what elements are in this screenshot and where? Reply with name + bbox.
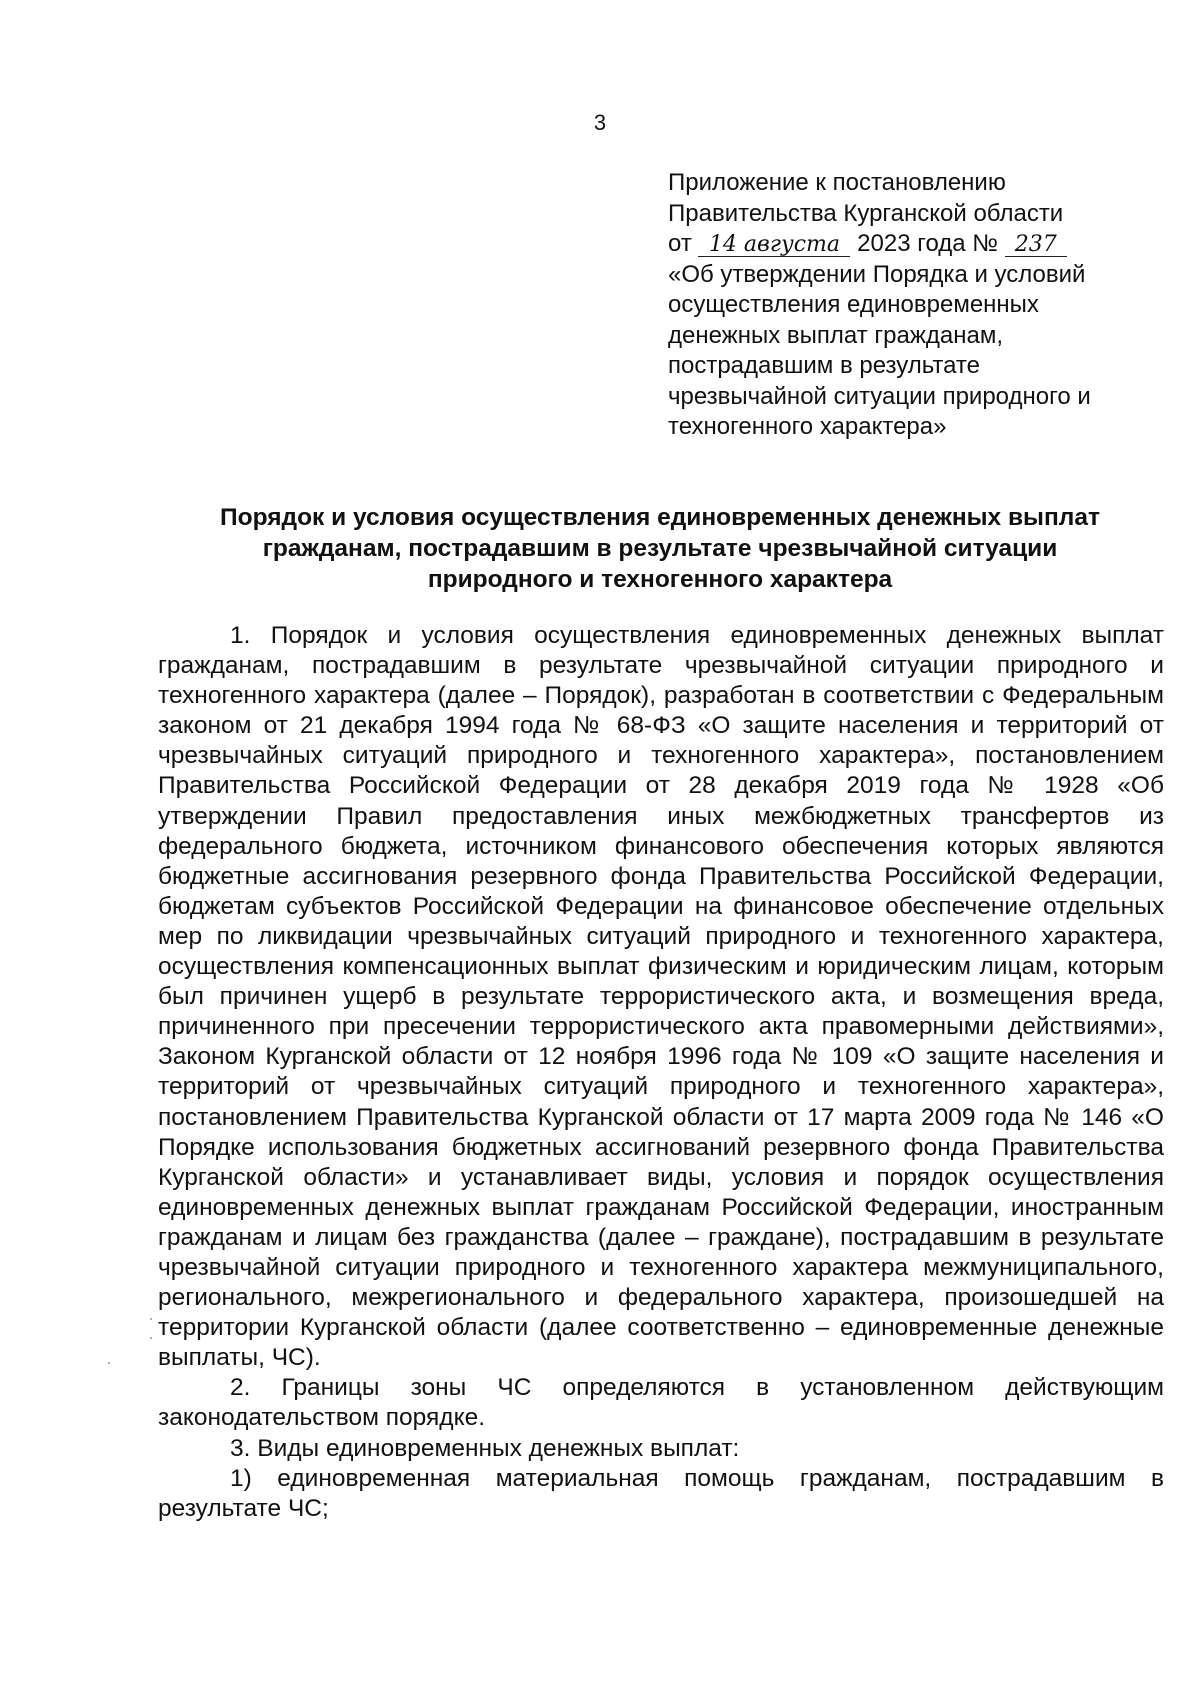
- paragraph-3: 3. Виды единовременных денежных выплат:: [230, 1434, 740, 1462]
- appendix-from-prefix: от: [668, 230, 692, 257]
- paragraph-4: 1) единовременная материальная помощь гражданам, пострадавшим в результате ЧС;: [158, 1464, 1164, 1522]
- appendix-line: денежных выплат гражданам,: [668, 321, 1004, 349]
- title-line: Порядок и условия осуществления единовременных денежных выплат: [220, 504, 1100, 531]
- scan-speck: [108, 1362, 110, 1364]
- scan-speck: [150, 1318, 152, 1320]
- appendix-line: Приложение к постановлению: [668, 169, 1006, 196]
- paragraph-2: 2. Границы зоны ЧС определяются в установленном действующим законодательством порядке.: [158, 1374, 1164, 1432]
- handwritten-number: 237: [1005, 234, 1067, 257]
- page-number: 3: [593, 110, 607, 135]
- title-line: природного и техногенного характера: [427, 566, 893, 593]
- document-title: [150, 502, 1170, 595]
- appendix-line: чрезвычайной ситуации природного и: [668, 382, 1091, 410]
- appendix-date-line: [668, 229, 1168, 260]
- handwritten-date: 14 августа: [698, 234, 850, 257]
- appendix-header: [668, 168, 1168, 443]
- appendix-line: Правительства Курганской области: [668, 199, 1064, 227]
- appendix-line: техногенного характера»: [668, 413, 947, 440]
- appendix-line: пострадавшим в результате: [668, 352, 980, 379]
- title-line: гражданам, пострадавшим в результате чрезвычайной ситуации: [262, 535, 1058, 562]
- paragraph-1: 1. Порядок и условия осуществления единовременных денежных выплат гражданам, пострадавшим в результате чрезвычайной ситуации природного и техногенного характера (далее – Порядок), разработан в соответствии с Федеральным законом от 21 декабря 1994 года № 68-ФЗ «О защите населения и территорий от чрезвычайных ситуаций природного и техногенного характера», постановлением Правительства Российской Федерации от 28 декабря 2019 года № 1928 «Об утверждении Правил предоставления иных межбюджетных трансфертов из федерального бюджета, источником финансового обеспечения которых являются бюджетные ассигнования резервного фонда Правительства Российской Федерации, бюджетам субъектов Российской Федерации на финансовое обеспечение отдельных мер по ликвидации чрезвычайных ситуаций природного и техногенного характера, осуществления компенсационных выплат физическим и юридическим лицам, которым был причинен ущерб в результате террористического акта, и возмещения вреда, причиненного при пресечении террористического акта правомерными действиями», Законом Курганской области от 12 ноября 1996 года № 109 «О защите населения и территорий от чрезвычайных ситуаций природного и техногенного характера», постановлением Правительства Курганской области от 17 марта 2009 года № 146 «О Порядке использования бюджетных ассигнований резервного фонда Правительства Курганской области» и устанавливает виды, условия и порядок осуществления единовременных денежных выплат гражданам Российской Федерации, иностранным гражданам и лицам без гражданства (далее – граждане), пострадавшим в результате чрезвычайной ситуации природного и техногенного характера межмуниципального, регионального, межрегионального и федерального характера, произошедшей на территории Курганской области (далее соответственно – единовременные денежные выплаты, ЧС).: [158, 622, 1164, 1372]
- scan-speck: [150, 1337, 152, 1339]
- appendix-line: «Об утверждении Порядка и условий: [668, 260, 1086, 288]
- document-body: [158, 621, 1164, 1524]
- appendix-line: осуществления единовременных: [668, 291, 1039, 318]
- appendix-year-text: 2023 года №: [857, 230, 999, 257]
